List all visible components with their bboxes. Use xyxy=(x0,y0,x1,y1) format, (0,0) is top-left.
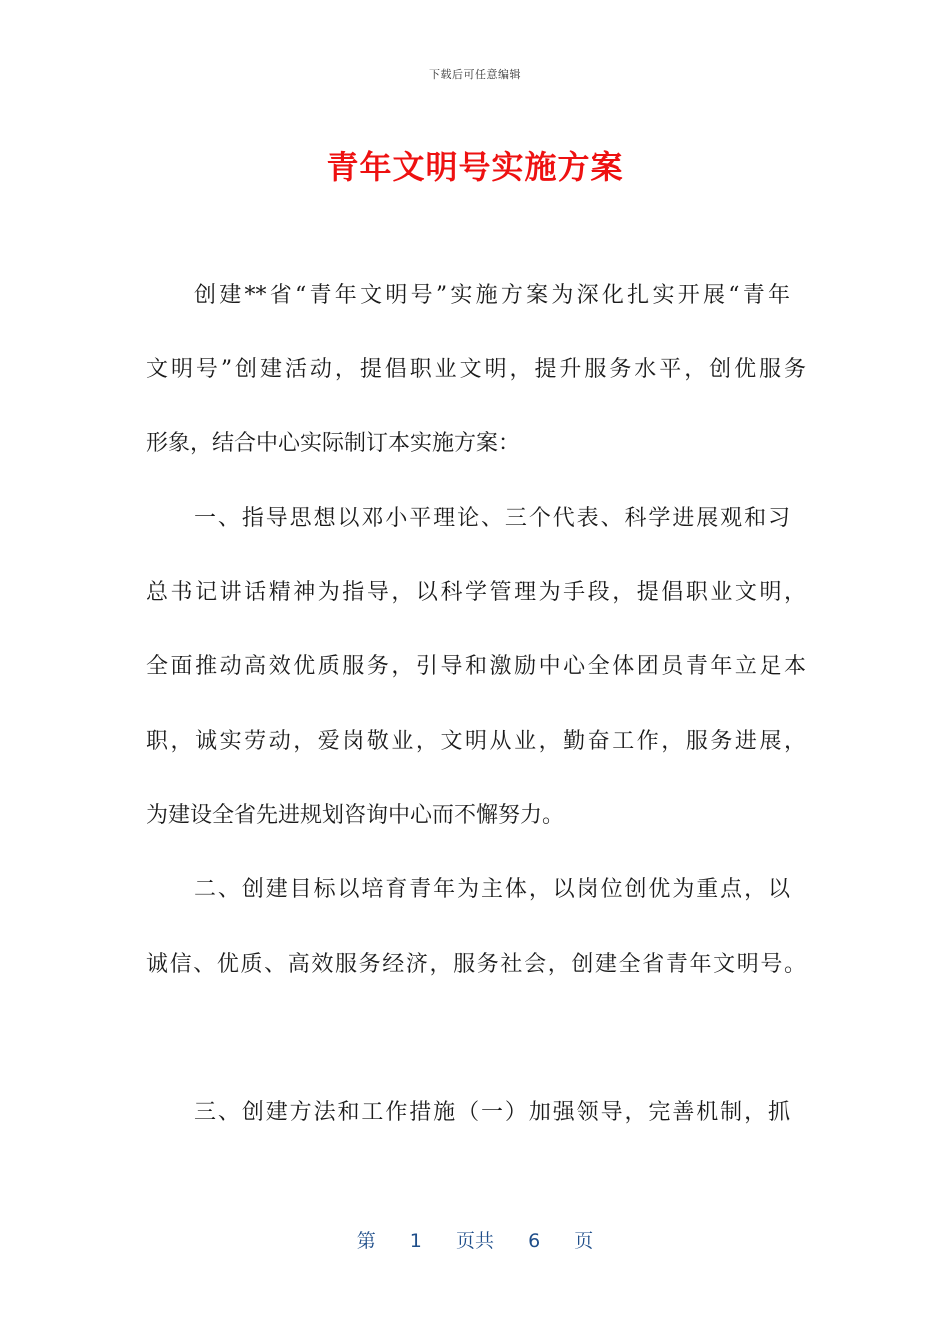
paragraph-1-line-2: 文明号”创建活动，提倡职业文明，提升服务水平，创优服务 xyxy=(146,357,806,382)
paragraph-4-line-1: 三、创建方法和工作措施（一）加强领导，完善机制，抓 xyxy=(194,1100,790,1125)
footer-prefix: 第 xyxy=(356,1230,376,1252)
footer-suffix: 页 xyxy=(574,1230,594,1252)
page-footer xyxy=(0,1226,950,1253)
document-title: 青年文明号实施方案 xyxy=(326,148,624,186)
paragraph-1-line-1: 创建**省“青年文明号”实施方案为深化扎实开展“青年 xyxy=(194,283,790,308)
footer-page-number: 1 xyxy=(409,1230,422,1252)
header-note: 下载后可任意编辑 xyxy=(429,68,521,81)
paragraph-2-line-4: 职，诚实劳动，爱岗敬业，文明从业，勤奋工作，服务进展， xyxy=(146,729,806,754)
paragraph-2-line-3: 全面推动高效优质服务，引导和激励中心全体团员青年立足本 xyxy=(146,654,806,679)
footer-total-pages: 6 xyxy=(528,1230,541,1252)
paragraph-1-line-3: 形象，结合中心实际制订本实施方案： xyxy=(146,431,521,456)
paragraph-3-line-2: 诚信、优质、高效服务经济，服务社会，创建全省青年文明号。 xyxy=(146,952,806,977)
paragraph-3-line-1: 二、创建目标以培育青年为主体，以岗位创优为重点，以 xyxy=(194,877,790,902)
footer-middle: 页共 xyxy=(455,1230,494,1252)
paragraph-2-line-2: 总书记讲话精神为指导，以科学管理为手段，提倡职业文明， xyxy=(146,580,806,605)
paragraph-2-line-5: 为建设全省先进规划咨询中心而不懈努力。 xyxy=(146,803,565,828)
paragraph-2-line-1: 一、指导思想以邓小平理论、三个代表、科学进展观和习 xyxy=(194,506,790,531)
